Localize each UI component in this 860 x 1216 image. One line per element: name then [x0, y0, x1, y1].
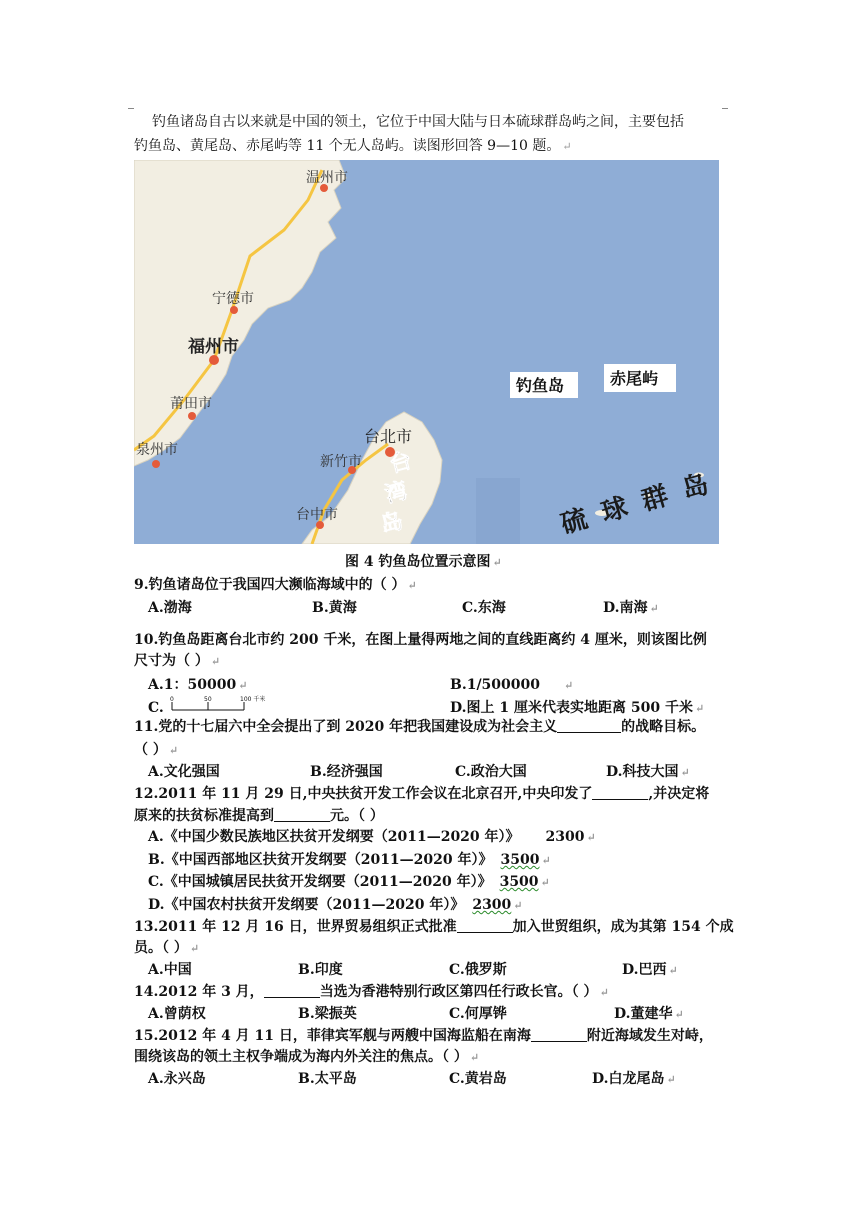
- paragraph-mark: ↵: [586, 831, 596, 844]
- q11-option-d: [606, 762, 690, 783]
- label-ryukyu-char-3: 群: [638, 480, 672, 517]
- paragraph-mark: ↵: [168, 744, 179, 757]
- q9-option-d: [603, 598, 659, 619]
- paragraph-mark: ↵: [649, 602, 659, 615]
- q12-option-a-value: 2300: [545, 829, 585, 845]
- q11-stem-2: [134, 740, 178, 761]
- q14-stem-text-a: 14.2012 年 3 月，: [134, 984, 264, 1000]
- q11-stem-text-b: 的战略目标。: [621, 719, 706, 735]
- q11-option-b: B.经济强国: [310, 764, 383, 780]
- q12-stem-text-2a: 原来的扶贫标准提高到: [134, 808, 274, 824]
- label-taibei: 台北市: [364, 427, 413, 446]
- paragraph-mark: ↵: [680, 766, 690, 779]
- q12-stem-text-a: 12.2011 年 11 月 29 日,中央扶贫开发工作会议在北京召开,中央印发了: [134, 786, 593, 802]
- city-dot-ningde: [230, 306, 238, 314]
- paragraph-mark: ↵: [469, 1051, 480, 1064]
- q12-stem-text-b: ,并决定将: [648, 786, 710, 802]
- q11-stem-text-a: 11.党的十七届六中全会提出了到 2020 年把我国建设成为社会主义: [134, 719, 558, 735]
- q15-option-d-text: D.白龙尾岛: [592, 1071, 665, 1087]
- q10-option-b-text: B.1/500000: [450, 677, 541, 693]
- q11-option-a: A.文化强国: [148, 764, 220, 780]
- q12-option-a-label: A.《中国少数民族地区扶贫开发纲要（2011—2020 年）》: [148, 829, 520, 845]
- q10-scale-bar: [168, 694, 278, 716]
- q12-option-d-label: D.《中国农村扶贫开发纲要（2011—2020 年）》: [148, 897, 465, 913]
- crop-mark-left: [128, 108, 134, 109]
- q13-stem-1: [134, 917, 734, 937]
- intro-text-2: 钓鱼岛、黄尾岛、赤尾屿等 11 个无人岛屿。读图形回答 9—10 题。: [134, 138, 561, 154]
- q14-option-d-text: D.董建华: [614, 1006, 673, 1022]
- q13-stem-text-2: 员。（ ）: [134, 940, 188, 956]
- q15-option-c: C.黄岩岛: [449, 1071, 507, 1087]
- q13-option-a: A.中国: [148, 962, 192, 978]
- label-taiwan-char-3: 岛: [378, 508, 406, 539]
- q13-option-b: B.印度: [298, 962, 343, 978]
- label-quanzhou: 泉州市: [136, 442, 178, 458]
- q9-option-a: A.渤海: [148, 600, 192, 616]
- intro-line-1: [152, 112, 684, 132]
- q13-answer-blank: [457, 918, 513, 933]
- q9-stem-text: 9.钓鱼诸岛位于我国四大濒临海域中的（ ）: [134, 577, 406, 593]
- q13-stem-text-b: 加入世贸组织，成为其第 154 个成: [512, 919, 734, 935]
- q12-option-c-value: 3500: [499, 874, 539, 890]
- scale-tick-0: 0: [170, 696, 174, 703]
- q15-option-d: [592, 1069, 676, 1090]
- q12-option-c: [148, 872, 550, 893]
- q13-stem-2: [134, 938, 199, 959]
- q13-option-d: [622, 960, 678, 981]
- intro-line-2: [134, 136, 572, 157]
- paragraph-mark: ↵: [407, 579, 417, 592]
- q11-stem-text-2: （ ）: [134, 742, 167, 758]
- paragraph-mark: ↵: [541, 854, 551, 867]
- q15-stem-text-2: 围绕该岛的领土主权争端成为海内外关注的焦点。（ ）: [134, 1049, 468, 1065]
- q13-option-c: C.俄罗斯: [449, 962, 507, 978]
- q10-stem-1: [134, 630, 707, 650]
- q9-option-d-text: D.南海: [603, 600, 648, 616]
- q10-stem-text-1: 10.钓鱼岛距离台北市约 200 千米，在图上量得两地之间的直线距离约 4 厘米，则该图比例: [134, 632, 707, 648]
- intro-text-1: 钓鱼诸岛自古以来就是中国的领土，它位于中国大陆与日本硫球群岛屿之间，主要包括: [152, 114, 684, 130]
- q11-option-c: C.政治大国: [455, 764, 527, 780]
- q15-stem-text-a: 15.2012 年 4 月 11 日，菲律宾军舰与两艘中国海监船在南海: [134, 1028, 531, 1044]
- label-diaoyu: 钓鱼岛: [516, 376, 565, 395]
- q10-stem-text-2: 尺寸为（ ）: [134, 653, 209, 669]
- q13-stem-text-a: 13.2011 年 12 月 16 日，世界贸易组织正式批准: [134, 919, 457, 935]
- paragraph-mark: ↵: [492, 556, 502, 569]
- q15-answer-blank: [531, 1027, 587, 1042]
- paragraph-mark: ↵: [674, 1008, 684, 1021]
- paragraph-mark: ↵: [564, 679, 574, 692]
- paragraph-mark: ↵: [238, 679, 248, 692]
- q9-stem: [134, 575, 417, 596]
- scale-tick-50: 50: [204, 696, 212, 703]
- crop-mark-right: [722, 108, 728, 109]
- label-fuzhou: 福州市: [188, 337, 239, 357]
- q9-option-c: C.东海: [462, 600, 506, 616]
- q15-stem-text-b: 附近海域发生对峙，: [586, 1028, 713, 1044]
- q12-answer-blank-2: [274, 807, 330, 822]
- diaoyu-location-map: [134, 160, 719, 544]
- q10-option-c: C.: [148, 700, 164, 716]
- q10-option-a: [148, 675, 247, 696]
- q12-option-b-label: B.《中国西部地区扶贫开发纲要（2011—2020 年）》: [148, 852, 493, 868]
- paragraph-mark: ↵: [210, 655, 221, 668]
- q14-answer-blank: [264, 983, 320, 998]
- q12-option-a: [148, 827, 596, 848]
- paragraph-mark: ↵: [666, 1073, 676, 1086]
- q12-option-d: [148, 895, 523, 916]
- q14-option-d: [614, 1004, 684, 1025]
- q12-option-b: [148, 850, 551, 871]
- label-chiwei: 赤尾屿: [610, 369, 659, 388]
- q11-answer-blank: [557, 718, 621, 733]
- q15-stem-2: [134, 1047, 479, 1068]
- label-putian: 莆田市: [170, 396, 212, 412]
- map-shading-patch: [476, 478, 520, 544]
- label-taiwan-char-1: 台: [386, 448, 415, 479]
- q12-option-d-value: 2300: [472, 897, 512, 913]
- q12-stem-1: [134, 784, 709, 804]
- q11-option-d-text: D.科技大国: [606, 764, 679, 780]
- q11-stem-1: [134, 717, 705, 737]
- city-dot-quanzhou: [152, 460, 160, 468]
- q14-option-c: C.何厚铧: [449, 1006, 507, 1022]
- label-taiwan-char-2: 湾: [382, 478, 411, 509]
- q10-option-d-text: D.图上 1 厘米代表实地距离 500 千米: [450, 700, 693, 716]
- label-ryukyu-char-2: 球: [598, 492, 632, 529]
- q14-option-b: B.梁振英: [298, 1006, 357, 1022]
- q9-option-b: B.黄海: [312, 600, 357, 616]
- caption-text: 图 4 钓鱼岛位置示意图: [345, 554, 491, 570]
- q14-stem: [134, 982, 609, 1003]
- paragraph-mark: ↵: [540, 876, 550, 889]
- q12-answer-blank-1: [592, 785, 648, 800]
- q10-option-d: [450, 698, 704, 719]
- label-xinzhu: 新竹市: [320, 454, 362, 470]
- q10-option-a-text: A.1：50000: [148, 677, 237, 693]
- q15-option-b: B.太平岛: [298, 1071, 357, 1087]
- label-ryukyu-char-4: 岛: [678, 469, 713, 506]
- paragraph-mark: ↵: [189, 942, 200, 955]
- label-ningde: 宁德市: [212, 291, 254, 307]
- paragraph-mark: ↵: [562, 140, 572, 153]
- figure-caption: [345, 552, 502, 573]
- q12-stem-2: [134, 806, 384, 826]
- q15-stem-1: [134, 1026, 713, 1046]
- q10-option-b: [450, 675, 573, 696]
- q13-option-d-text: D.巴西: [622, 962, 667, 978]
- q14-stem-text-b: 当选为香港特别行政区第四任行政长官。（ ）: [319, 984, 598, 1000]
- q10-stem-2: [134, 651, 220, 672]
- q15-option-a: A.永兴岛: [148, 1071, 206, 1087]
- q12-option-b-value: 3500: [500, 852, 540, 868]
- label-ryukyu-char-1: 硫: [557, 504, 591, 541]
- q12-option-c-label: C.《中国城镇居民扶贫开发纲要（2011—2020 年）》: [148, 874, 492, 890]
- paragraph-mark: ↵: [694, 702, 705, 715]
- paragraph-mark: ↵: [668, 964, 678, 977]
- paragraph-mark: ↵: [599, 986, 609, 999]
- q12-stem-text-2b: 元。（ ）: [330, 808, 384, 824]
- city-dot-putian: [188, 412, 196, 420]
- scale-tick-100: 100 千米: [240, 696, 266, 703]
- label-taizhong: 台中市: [296, 507, 338, 523]
- q14-option-a: A.曾荫权: [148, 1006, 206, 1022]
- paragraph-mark: ↵: [513, 899, 523, 912]
- label-wenzhou: 温州市: [306, 170, 348, 186]
